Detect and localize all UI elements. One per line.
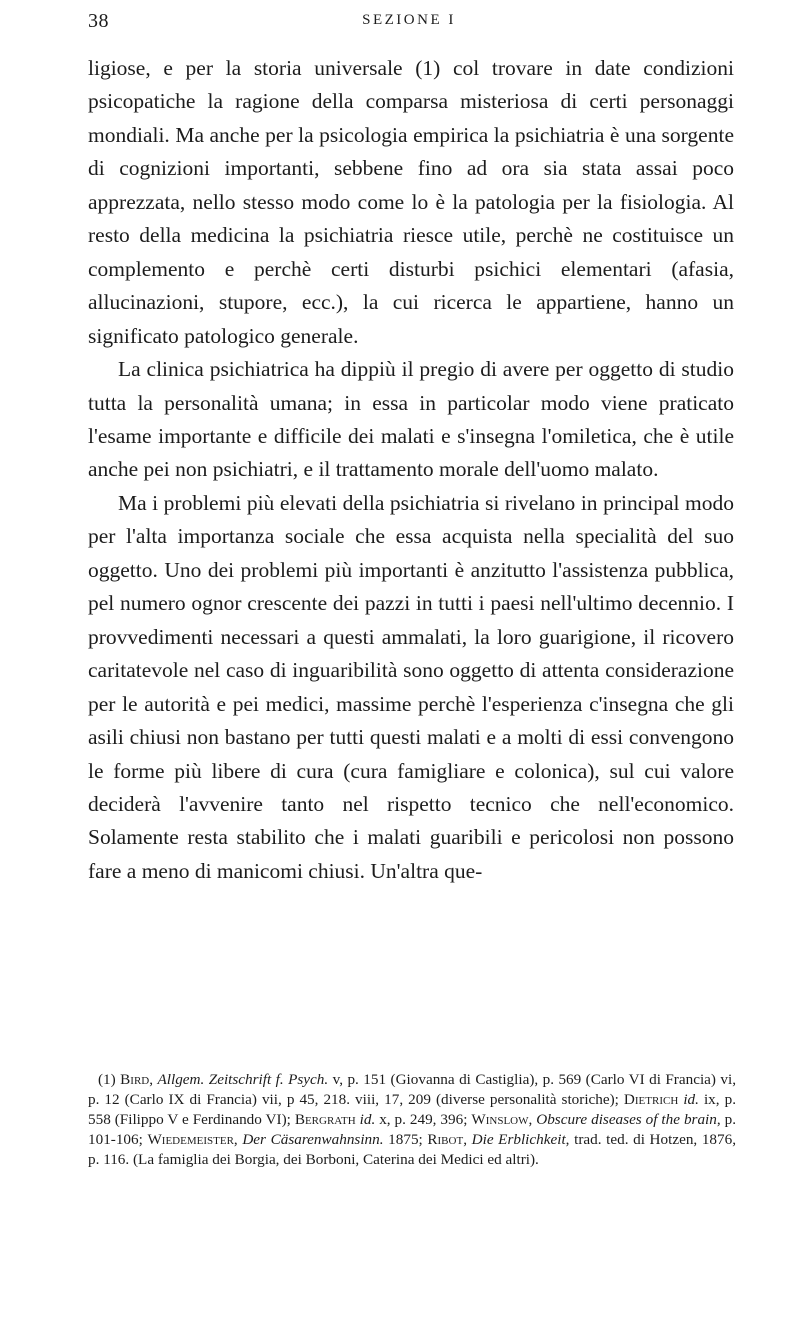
footnote-run: , bbox=[149, 1071, 158, 1088]
footnote-run: 1875; bbox=[383, 1131, 428, 1148]
footnote-run: , bbox=[463, 1131, 472, 1148]
footnote-run: v, p. 151 (Giovanna di Castiglia), p. 569 (Carlo VI di Francia) vi, p. 12 (Carlo IX di Francia) vii, p 45, 218. viii, 17, 209 (diverse personalità storiche); bbox=[88, 1071, 737, 1108]
footnote-run: id. bbox=[683, 1091, 699, 1108]
footnote-run: Wiedemeister bbox=[147, 1131, 234, 1148]
running-head: SEZIONE I bbox=[362, 12, 456, 28]
footnote-run: , trad. ted. di Hotzen, 1876, p. 116. (La famiglia dei Borgia, dei Borboni, Caterina dei Medici ed altri). bbox=[88, 1131, 737, 1168]
footnote-run: Die Erblichkeit bbox=[471, 1131, 566, 1148]
footnote-run: id. bbox=[359, 1111, 376, 1128]
footnote-run: Bergrath bbox=[294, 1111, 356, 1128]
paragraph-continuation: ligiose, e per la storia universale (1) col trovare in date condizioni psicopatiche la ragione della comparsa misteriosa di certi personaggi mondiali. Ma anche per la psicologia empirica la psichiatria è una sorgente di cognizioni importanti, sebbene fino ad ora sia stata assai poco apprezzata, nello stesso modo come lo è la patologia per la fisiologia. Al resto della medicina la psichiatria riesce utile, perchè ne costituisce un complemento e perchè certi disturbi psichici elementari (afasia, allucinazioni, stupore, ecc.), la cui ricerca le appartiene, hanno un significato patologico generale. bbox=[88, 56, 734, 348]
footnote-run: Winslow bbox=[471, 1111, 529, 1128]
footnote-run: ix, p. 558 (Filippo V e Ferdinando VI); bbox=[88, 1091, 736, 1128]
footnotes bbox=[88, 1070, 736, 1170]
footnote-run: Allgem. Zeitschrift f. Psych. bbox=[157, 1071, 329, 1088]
footnote-run: , p. 101-106; bbox=[88, 1111, 736, 1148]
footnote-run: , bbox=[528, 1111, 537, 1128]
footnote-run: x, p. 249, 396; bbox=[375, 1111, 472, 1128]
body-text bbox=[88, 52, 734, 888]
footnote-run: Bird bbox=[120, 1071, 150, 1088]
page-number: 38 bbox=[88, 10, 109, 32]
footnote-marker: (1) bbox=[98, 1071, 116, 1088]
footnote-run: , bbox=[233, 1131, 243, 1148]
footnote-run: Dietrich bbox=[623, 1091, 679, 1108]
paragraph-problemi: Ma i problemi più elevati della psichiatria si rivelano in principal modo per l'alta importanza sociale che essa acquista nella specialità del suo oggetto. Uno dei problemi più importanti è anzitutto l'assistenza pubblica, pel numero ognor crescente dei pazzi in tutti i paesi nell'ultimo decennio. I provvedimenti necessari a questi ammalati, la loro guarigione, il ricovero caritatevole nel caso di inguaribilità sono oggetto di attenta considerazione per le autorità e pei medici, massime perchè l'esperienza c'insegna che gli asili chiusi non bastano per tutti questi malati e a molti di essi convengono le forme più libere di cura (cura famigliare e colonica), sul cui valore deciderà l'avvenire tanto nel rispetto tecnico che nell'economico. Solamente resta stabilito che i malati guaribili e pericolosi non possono fare a meno di manicomi chiusi. Un'altra que- bbox=[88, 490, 734, 883]
footnote-run: Obscure diseases of the brain bbox=[536, 1111, 717, 1128]
paragraph-clinica: La clinica psichiatrica ha dippiù il pregio di avere per oggetto di studio tutta la personalità umana; in essa in particolar modo viene praticato l'esame importante e difficile dei malati e s'insegna l'omiletica, che è utile anche pei non psichiatri, e il trattamento morale dell'uomo malato. bbox=[88, 357, 734, 482]
page-header bbox=[88, 10, 730, 38]
footnote-run: Ribot bbox=[427, 1131, 464, 1148]
footnote-run: Der Cäsarenwahnsinn. bbox=[242, 1131, 384, 1148]
footnote-1 bbox=[88, 1070, 736, 1170]
